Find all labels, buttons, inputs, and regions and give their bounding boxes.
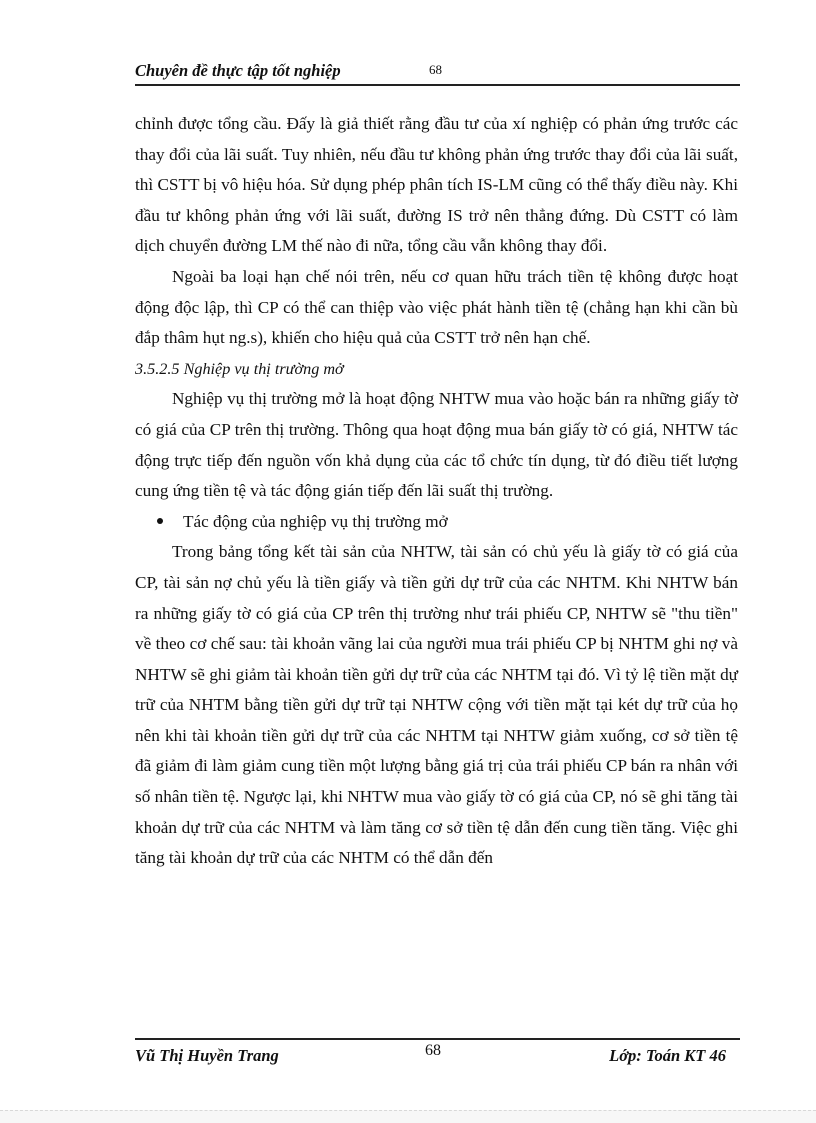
paragraph-3: Nghiệp vụ thị trường mở là hoạt động NHTW mua vào hoặc bán ra những giấy tờ có giá của CP trên thị trường. Thông qua hoạt động mua bán giấy tờ có giá, NHTW tác động trực tiếp đến nguồn vốn khả dụng của các tổ chức tín dụng, từ đó điều tiết lượng cung ứng tiền tệ và tác động gián tiếp đến lãi suất thị trường. bbox=[135, 389, 738, 501]
footer-class: Lớp: Toán KT 46 bbox=[609, 1046, 726, 1065]
paragraph-4: Trong bảng tổng kết tài sản của NHTW, tài sản có chủ yếu là giấy tờ có giá của CP, tài sản nợ chủ yếu là tiền giấy và tiền gửi dự trữ của các NHTM. Khi NHTW bán ra những giấy tờ có giá của CP trên thị trường như trái phiếu CP, NHTW sẽ "thu tiền" về theo cơ chế sau: tài khoản vãng lai của người mua trái phiếu CP bị NHTM ghi nợ và NHTW sẽ ghi giảm tài khoản tiền gửi dự trữ của các NHTM tại đó. Vì tỷ lệ tiền mặt dự trữ của NHTM bằng tiền gửi dự trữ tại NHTW cộng với tiền mặt tại két dự trữ của họ nên khi tài khoản tiền gửi dự trữ của các NHTM tại NHTW giảm xuống, cơ sở tiền tệ đã giảm đi làm giảm cung tiền một lượng bằng giá trị của trái phiếu CP bán ra nhân với số nhân tiền tệ. Ngược lại, khi NHTW mua vào giấy tờ có giá của CP, nó sẽ ghi tăng tài khoản dự trữ của các NHTM và làm tăng cơ sở tiền tệ dẫn đến cung tiền tăng. Việc ghi tăng tài khoản dự trữ của các NHTM có thể dẫn đến bbox=[135, 542, 738, 868]
page-bottom-edge bbox=[0, 1110, 816, 1123]
bullet-item bbox=[157, 507, 738, 538]
bullet-icon bbox=[157, 518, 163, 524]
footer-author: Vũ Thị Huyền Trang bbox=[135, 1046, 279, 1065]
bullet-text: Tác động của nghiệp vụ thị trường mở bbox=[183, 511, 448, 531]
page-body bbox=[135, 109, 738, 874]
page-footer bbox=[135, 1038, 740, 1066]
header-page-number: 68 bbox=[429, 62, 442, 77]
section-heading: 3.5.2.5 Nghiệp vụ thị trường mở bbox=[135, 359, 344, 378]
paragraph-1: chỉnh được tổng cầu. Đấy là giả thiết rằng đầu tư của xí nghiệp có phản ứng trước các thay đổi của lãi suất. Tuy nhiên, nếu đầu tư không phản ứng trước thay đổi của lãi suất, thì CSTT bị vô hiệu hóa. Sử dụng phép phân tích IS-LM cũng có thể thấy điều này. Khi đầu tư không phản ứng với lãi suất, đường IS trở nên thẳng đứng. Dù CSTT có làm dịch chuyển đường LM thế nào đi nữa, tổng cầu vẫn không thay đổi. bbox=[135, 114, 738, 256]
page-header bbox=[135, 58, 740, 86]
footer-page-number: 68 bbox=[425, 1042, 441, 1059]
document-title: Chuyên đề thực tập tốt nghiệp bbox=[135, 61, 341, 80]
paragraph-2: Ngoài ba loại hạn chế nói trên, nếu cơ quan hữu trách tiền tệ không được hoạt động độc lập, thì CP có thể can thiệp vào việc phát hành tiền tệ (chẳng hạn khi cần bù đắp thâm hụt ng.s), khiến cho hiệu quả của CSTT trở nên hạn chế. bbox=[135, 266, 738, 348]
